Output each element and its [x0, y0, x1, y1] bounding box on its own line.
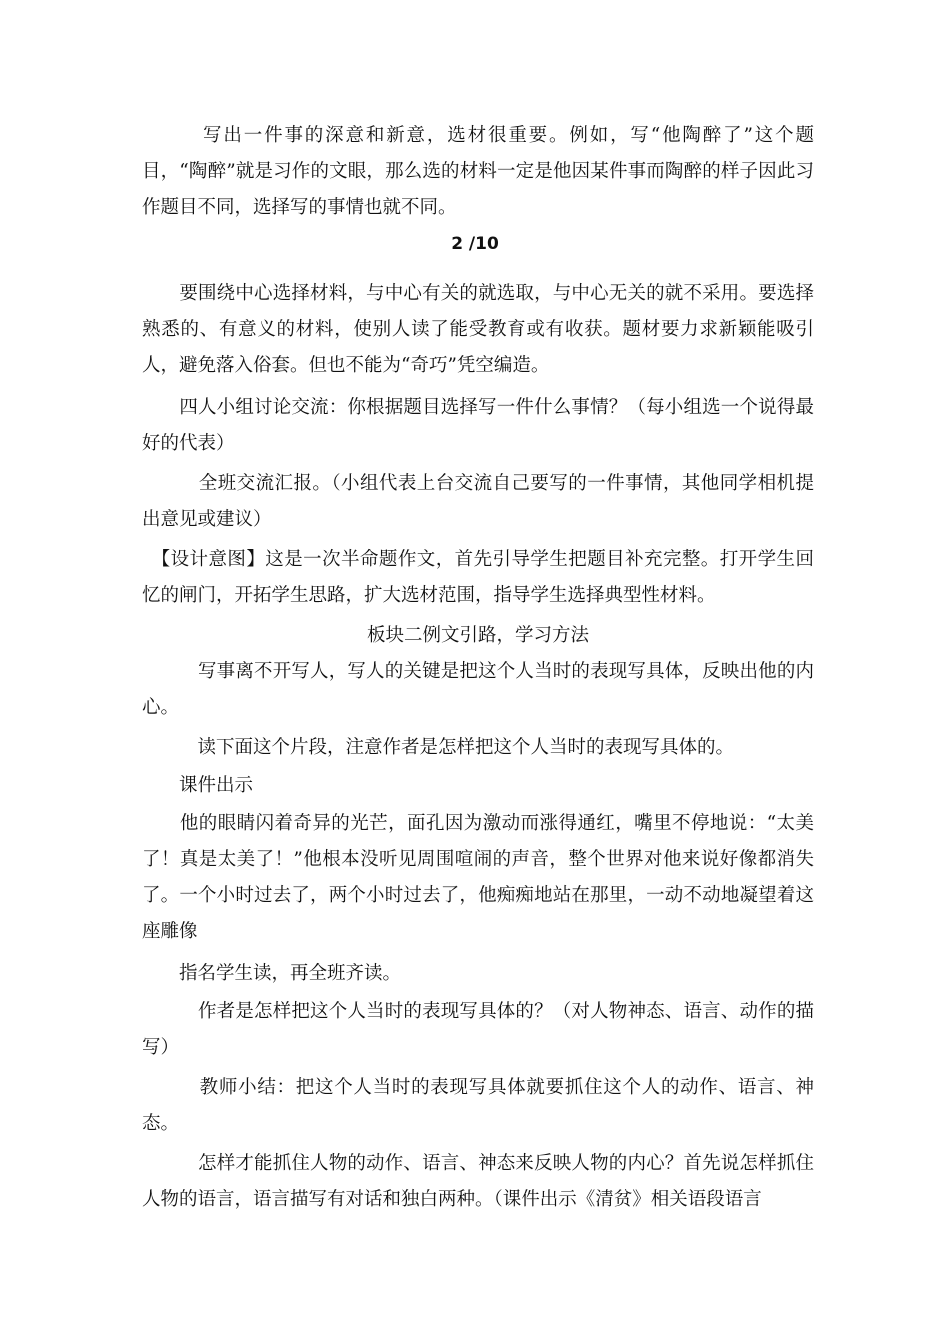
paragraph-excerpt: 他的眼睛闪着奇异的光芒，面孔因为激动而涨得通红，嘴里不停地说：“太美了！真是太美了！”他根本没听见周围喧闹的声音，整个世界对他来说好像都消失了。一个小时过去了，两个小时过去了，他痴痴地站在那里，一动不动地凝望着这座雕像: [142, 813, 814, 942]
paragraph-read-excerpt: 读下面这个片段，注意作者是怎样把这个人当时的表现写具体的。: [142, 737, 735, 758]
paragraph-read-aloud: 指名学生读，再全班齐读。: [142, 963, 402, 984]
paragraph-class-report: 全班交流汇报。（小组代表上台交流自己要写的一件事情，其他同学相机提出意见或建议）: [142, 473, 814, 530]
paragraph-write-person: 写事离不开写人，写人的关键是把这个人当时的表现写具体，反映出他的内心。: [142, 661, 814, 718]
paragraph-selection-importance: 写出一件事的深意和新意，选材很重要。例如，写“他陶醉了”这个题目，“陶醉”就是习作的文眼，那么选的材料一定是他因某件事而陶醉的样子因此习作题目不同，选择写的事情也就不同。: [142, 125, 814, 218]
paragraph-teacher-summary: 教师小结：把这个人当时的表现写具体就要抓住这个人的动作、语言、神态。: [142, 1077, 814, 1134]
paragraph-question: 作者是怎样把这个人当时的表现写具体的？（对人物神态、语言、动作的描写）: [142, 1001, 814, 1058]
paragraph-courseware: 课件出示: [142, 775, 254, 796]
section-heading: 板块二例文引路，学习方法: [366, 625, 589, 646]
paragraph-material-center: 要围绕中心选择材料，与中心有关的就选取，与中心无关的就不采用。要选择熟悉的、有意义的材料，使别人读了能受教育或有收获。题材要力求新颖能吸引人，避免落入俗套。但也不能为“奇巧”凭空编造。: [142, 283, 814, 376]
paragraph-how-to-capture: 怎样才能抓住人物的动作、语言、神态来反映人物的内心？首先说怎样抓住人物的语言，语言描写有对话和独白两种。（课件出示《清贫》相关语段语言: [142, 1153, 814, 1210]
page-number: 2 /10: [451, 234, 499, 254]
paragraph-group-discussion: 四人小组讨论交流：你根据题目选择写一件什么事情？（每小组选一个说得最好的代表）: [142, 397, 814, 454]
paragraph-design-intent: 【设计意图】这是一次半命题作文，首先引导学生把题目补充完整。打开学生回忆的闸门，开拓学生思路，扩大选材范围，指导学生选择典型性材料。: [142, 549, 814, 606]
